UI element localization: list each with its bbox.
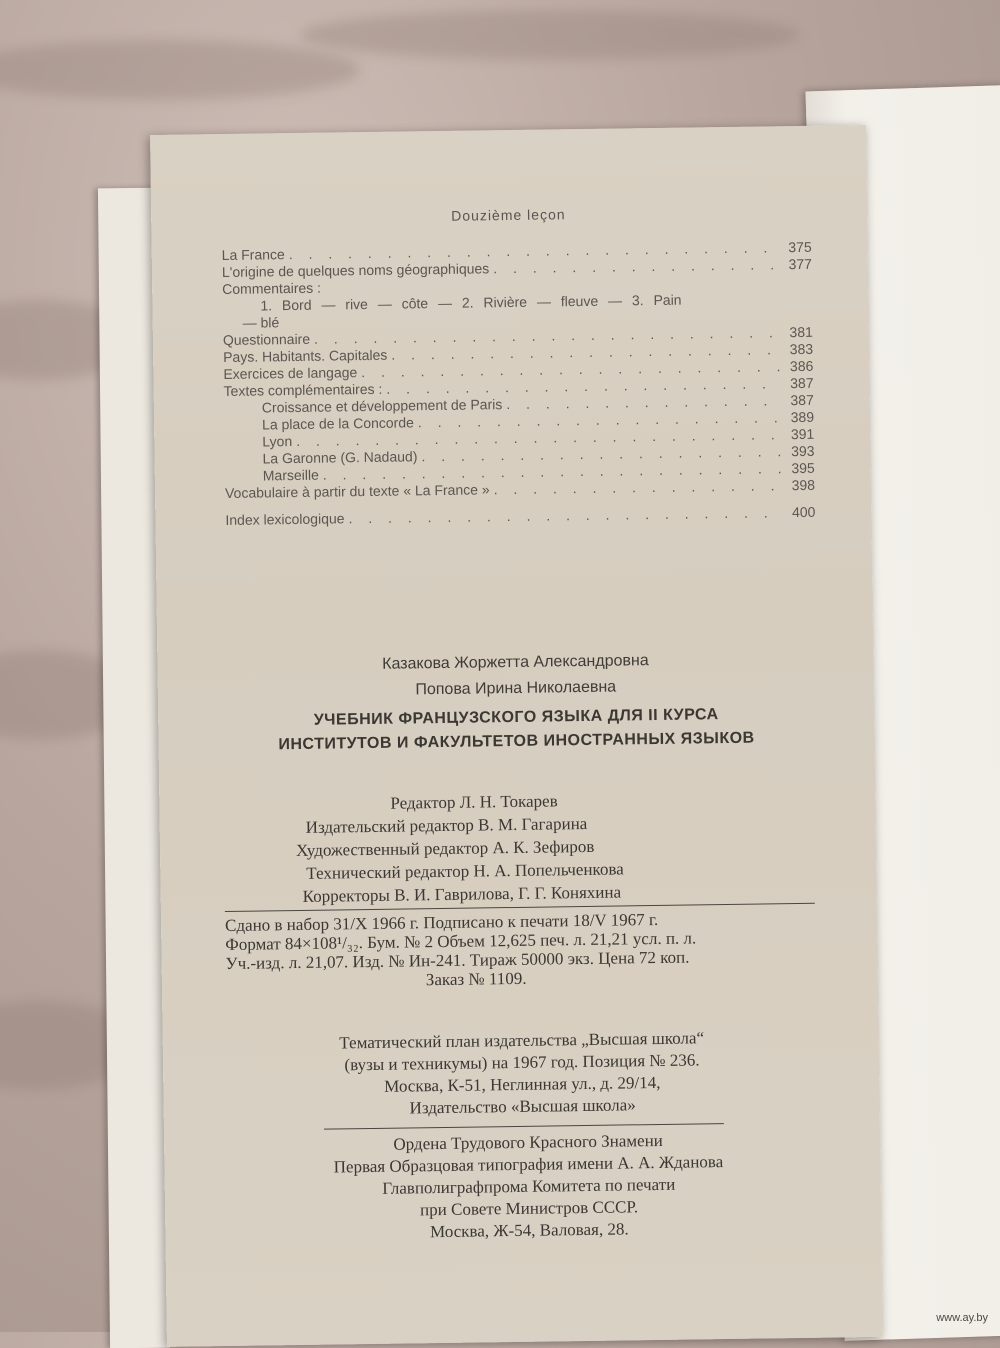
editor-line: Издательский редактор В. М. Гагарина [305, 813, 588, 837]
editor-line: Корректоры В. И. Гаврилова, Г. Г. Коняхина [302, 882, 622, 906]
editors-list [295, 786, 817, 908]
toc-entry: La France . . . 375 [222, 239, 812, 264]
lesson-title: Douzième leçon [451, 206, 566, 224]
divider [324, 1123, 724, 1130]
toc-entry: Croissance et développement de Paris . . . 387 [224, 392, 814, 417]
toc-index-entry: Index lexicologique . . . 400 [225, 504, 815, 529]
site-watermark: www.ay.by [936, 1312, 988, 1324]
toc-entry: L'origine de quelques noms géographiques . . . 377 [222, 256, 812, 281]
toc-entry: Lyon . . . 391 [224, 426, 814, 451]
book-page [150, 125, 883, 1347]
toc-entry: Marseille . . . 395 [225, 460, 815, 485]
toc-entry: Pays. Habitants. Capitales . . . 383 [223, 341, 813, 366]
toc-entry: Questionnaire . . . 381 [223, 324, 813, 349]
editor-line: Технический редактор Н. А. Попельченкова [306, 859, 624, 883]
toc-entry: 1. Bord — rive — côte — 2. Rivière — fleuve — 3. Pain [260, 291, 682, 314]
publisher-plan: Тематический план издательства „Высшая школа“ (вузы и техникумы) на 1967 год. Позиция № 236. Москва, К-51, Неглинная ул., д. 29/14, Издательство «Высшая школа» [339, 1028, 705, 1118]
toc-entry: La Garonne (G. Nadaud) . . . 393 [224, 443, 814, 468]
toc-entry: Exercices de langage . . . 386 [223, 358, 813, 383]
table-of-contents [222, 239, 816, 529]
editor-line: Художественный редактор А. К. Зефиров [295, 836, 595, 861]
toc-entry: — blé [242, 314, 280, 331]
toc-entry: Commentaires : [222, 279, 322, 298]
book-title: УЧЕБНИК ФРАНЦУЗСКОГО ЯЗЫКА ДЛЯ II КУРСА ИНСТИТУТОВ И ФАКУЛЬТЕТОВ ИНОСТРАННЫХ ЯЗЫКОВ [278, 706, 755, 754]
author-name: Попова Ирина Николаевна [415, 678, 617, 699]
toc-entry: Textes complémentaires : . . . 387 [224, 375, 814, 400]
toc-entry: La place de la Concorde . . . 389 [224, 409, 814, 434]
author-name: Казакова Жоржетта Александровна [382, 652, 649, 673]
editor-line: Редактор Л. Н. Токарев [390, 791, 558, 813]
authors [157, 645, 874, 707]
imprint-details: Сдано в набор 31/X 1966 г. Подписано к печати 18/V 1967 г. Формат 84×108¹/₃₂. Бум. № 2 Объем 12,625 печ. л. 21,21 усл. п. л. Уч.-изд. л. 21,07. Изд. № Ин-241. Тираж 50000 экз. Цена 72 коп. Заказ № 1109. [224, 909, 697, 990]
printer-info: Ордена Трудового Красного Знамени Первая Образцовая типография имени А. А. Жданова Главполиграфпрома Комитета по печати при Совете Министров СССР. Москва, Ж-54, Валовая, 28. [333, 1130, 724, 1242]
toc-entry: Vocabulaire à partir du texte « La France » . . . 398 [225, 477, 815, 502]
